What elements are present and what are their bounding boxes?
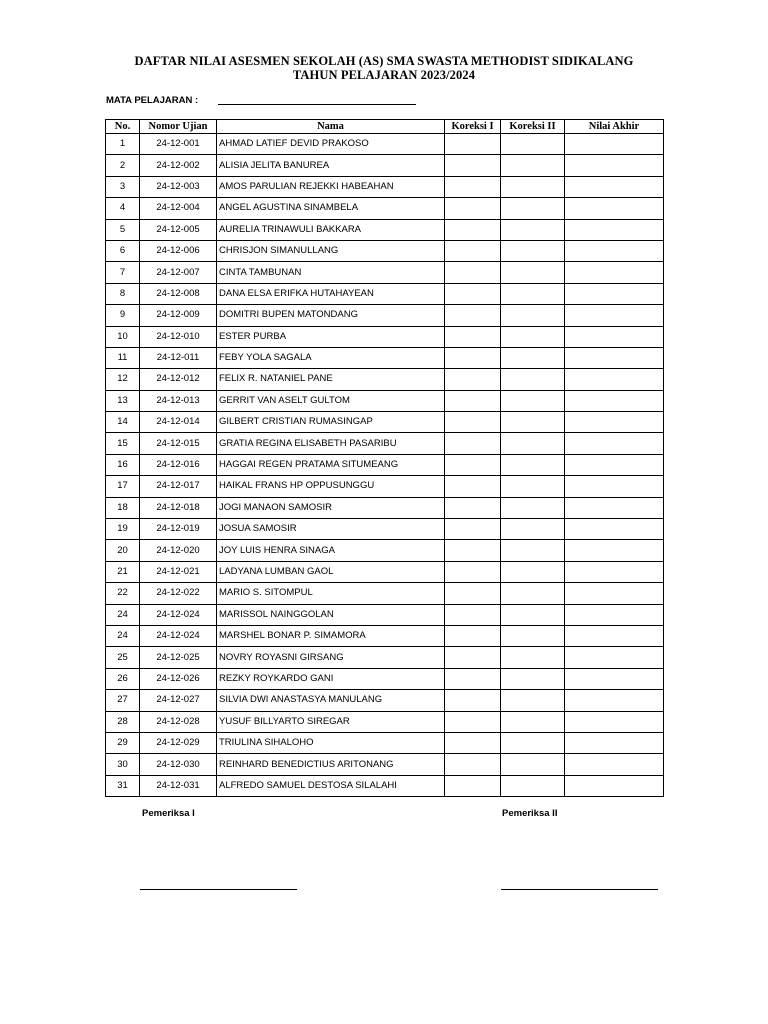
correction-2-cell: [501, 711, 565, 732]
exam-number: 24-12-018: [140, 497, 217, 518]
exam-number: 24-12-003: [140, 176, 217, 197]
subject-fill-line: [218, 104, 416, 105]
correction-2-cell: [501, 412, 565, 433]
student-name: YUSUF BILLYARTO SIREGAR: [217, 711, 445, 732]
exam-number: 24-12-008: [140, 283, 217, 304]
table-row: [106, 625, 664, 646]
row-number: 4: [106, 198, 140, 219]
student-name: FELIX R. NATANIEL PANE: [217, 369, 445, 390]
table-row: [106, 219, 664, 240]
header-name: Nama: [217, 120, 445, 134]
exam-number: 24-12-006: [140, 240, 217, 261]
table-row: [106, 369, 664, 390]
correction-1-cell: [445, 198, 501, 219]
correction-1-cell: [445, 262, 501, 283]
row-number: 25: [106, 647, 140, 668]
correction-1-cell: [445, 433, 501, 454]
header-no: No.: [106, 120, 140, 134]
row-number: 31: [106, 775, 140, 796]
table-row: [106, 390, 664, 411]
correction-1-cell: [445, 540, 501, 561]
table-row: [106, 412, 664, 433]
correction-2-cell: [501, 134, 565, 155]
row-number: 16: [106, 454, 140, 475]
row-number: 24: [106, 625, 140, 646]
exam-number: 24-12-020: [140, 540, 217, 561]
final-grade-cell: [565, 155, 664, 176]
table-row: [106, 690, 664, 711]
correction-2-cell: [501, 540, 565, 561]
exam-number: 24-12-024: [140, 604, 217, 625]
row-number: 13: [106, 390, 140, 411]
table-row: [106, 754, 664, 775]
correction-2-cell: [501, 454, 565, 475]
final-grade-cell: [565, 711, 664, 732]
header-exam-number: Nomor Ujian: [140, 120, 217, 134]
table-row: [106, 176, 664, 197]
table-row: [106, 668, 664, 689]
student-name: DOMITRI BUPEN MATONDANG: [217, 305, 445, 326]
student-name: GERRIT VAN ASELT GULTOM: [217, 390, 445, 411]
subject-label: MATA PELAJARAN :: [106, 95, 199, 106]
table-header-row: [106, 120, 664, 134]
correction-1-cell: [445, 583, 501, 604]
examiner-1-signature-line: [140, 889, 297, 890]
grades-table: [105, 119, 664, 797]
exam-number: 24-12-025: [140, 647, 217, 668]
exam-number: 24-12-019: [140, 519, 217, 540]
correction-2-cell: [501, 390, 565, 411]
final-grade-cell: [565, 283, 664, 304]
exam-number: 24-12-030: [140, 754, 217, 775]
row-number: 3: [106, 176, 140, 197]
student-name: FEBY YOLA SAGALA: [217, 347, 445, 368]
table-row: [106, 326, 664, 347]
correction-2-cell: [501, 433, 565, 454]
student-name: AHMAD LATIEF DEVID PRAKOSO: [217, 134, 445, 155]
exam-number: 24-12-022: [140, 583, 217, 604]
correction-1-cell: [445, 732, 501, 753]
row-number: 1: [106, 134, 140, 155]
table-row: [106, 454, 664, 475]
table-row: [106, 476, 664, 497]
final-grade-cell: [565, 433, 664, 454]
exam-number: 24-12-017: [140, 476, 217, 497]
correction-1-cell: [445, 176, 501, 197]
exam-number: 24-12-009: [140, 305, 217, 326]
student-name: TRIULINA SIHALOHO: [217, 732, 445, 753]
final-grade-cell: [565, 561, 664, 582]
student-name: MARIO S. SITOMPUL: [217, 583, 445, 604]
correction-2-cell: [501, 369, 565, 390]
student-name: DANA ELSA ERIFKA HUTAHAYEAN: [217, 283, 445, 304]
student-name: GILBERT CRISTIAN RUMASINGAP: [217, 412, 445, 433]
row-number: 29: [106, 732, 140, 753]
final-grade-cell: [565, 134, 664, 155]
final-grade-cell: [565, 583, 664, 604]
final-grade-cell: [565, 390, 664, 411]
student-name: JOGI MANAON SAMOSIR: [217, 497, 445, 518]
correction-1-cell: [445, 454, 501, 475]
exam-number: 24-12-007: [140, 262, 217, 283]
row-number: 28: [106, 711, 140, 732]
table-row: [106, 155, 664, 176]
examiner-2-signature-line: [501, 889, 658, 890]
final-grade-cell: [565, 198, 664, 219]
correction-1-cell: [445, 519, 501, 540]
final-grade-cell: [565, 604, 664, 625]
final-grade-cell: [565, 732, 664, 753]
correction-2-cell: [501, 305, 565, 326]
exam-number: 24-12-010: [140, 326, 217, 347]
document-title: DAFTAR NILAI ASESMEN SEKOLAH (AS) SMA SWASTA METHODIST SIDIKALANG: [134, 54, 634, 68]
table-row: [106, 305, 664, 326]
correction-2-cell: [501, 775, 565, 796]
table-row: [106, 540, 664, 561]
exam-number: 24-12-026: [140, 668, 217, 689]
table-row: [106, 198, 664, 219]
final-grade-cell: [565, 540, 664, 561]
student-name: CINTA TAMBUNAN: [217, 262, 445, 283]
row-number: 6: [106, 240, 140, 261]
row-number: 20: [106, 540, 140, 561]
correction-1-cell: [445, 690, 501, 711]
exam-number: 24-12-016: [140, 454, 217, 475]
correction-1-cell: [445, 219, 501, 240]
row-number: 7: [106, 262, 140, 283]
row-number: 11: [106, 347, 140, 368]
exam-number: 24-12-001: [140, 134, 217, 155]
student-name: ESTER PURBA: [217, 326, 445, 347]
correction-1-cell: [445, 134, 501, 155]
examiner-1-label: Pemeriksa I: [142, 808, 195, 819]
table-row: [106, 775, 664, 796]
student-name: SILVIA DWI ANASTASYA MANULANG: [217, 690, 445, 711]
table-row: [106, 240, 664, 261]
student-name: JOSUA SAMOSIR: [217, 519, 445, 540]
row-number: 17: [106, 476, 140, 497]
exam-number: 24-12-015: [140, 433, 217, 454]
correction-1-cell: [445, 497, 501, 518]
correction-1-cell: [445, 668, 501, 689]
correction-2-cell: [501, 625, 565, 646]
table-row: [106, 604, 664, 625]
row-number: 2: [106, 155, 140, 176]
correction-2-cell: [501, 476, 565, 497]
row-number: 12: [106, 369, 140, 390]
correction-1-cell: [445, 369, 501, 390]
correction-1-cell: [445, 604, 501, 625]
correction-1-cell: [445, 647, 501, 668]
table-row: [106, 283, 664, 304]
correction-2-cell: [501, 604, 565, 625]
correction-1-cell: [445, 326, 501, 347]
correction-1-cell: [445, 347, 501, 368]
document-subtitle: TAHUN PELAJARAN 2023/2024: [292, 68, 476, 82]
row-number: 9: [106, 305, 140, 326]
header-correction-1: Koreksi I: [445, 120, 501, 134]
student-name: AURELIA TRINAWULI BAKKARA: [217, 219, 445, 240]
row-number: 24: [106, 604, 140, 625]
table-row: [106, 347, 664, 368]
correction-1-cell: [445, 240, 501, 261]
exam-number: 24-12-005: [140, 219, 217, 240]
correction-1-cell: [445, 775, 501, 796]
correction-2-cell: [501, 754, 565, 775]
student-name: JOY LUIS HENRA SINAGA: [217, 540, 445, 561]
final-grade-cell: [565, 262, 664, 283]
final-grade-cell: [565, 668, 664, 689]
header-correction-2: Koreksi II: [501, 120, 565, 134]
exam-number: 24-12-028: [140, 711, 217, 732]
exam-number: 24-12-004: [140, 198, 217, 219]
final-grade-cell: [565, 369, 664, 390]
student-name: REZKY ROYKARDO GANI: [217, 668, 445, 689]
exam-number: 24-12-027: [140, 690, 217, 711]
student-name: ALFREDO SAMUEL DESTOSA SILALAHI: [217, 775, 445, 796]
exam-number: 24-12-013: [140, 390, 217, 411]
student-name: HAIKAL FRANS HP OPPUSUNGGU: [217, 476, 445, 497]
final-grade-cell: [565, 347, 664, 368]
student-name: MARISSOL NAINGGOLAN: [217, 604, 445, 625]
correction-2-cell: [501, 732, 565, 753]
correction-2-cell: [501, 561, 565, 582]
correction-2-cell: [501, 176, 565, 197]
final-grade-cell: [565, 775, 664, 796]
correction-2-cell: [501, 198, 565, 219]
correction-2-cell: [501, 326, 565, 347]
student-name: GRATIA REGINA ELISABETH PASARIBU: [217, 433, 445, 454]
correction-1-cell: [445, 305, 501, 326]
final-grade-cell: [565, 625, 664, 646]
correction-1-cell: [445, 711, 501, 732]
correction-2-cell: [501, 668, 565, 689]
final-grade-cell: [565, 412, 664, 433]
final-grade-cell: [565, 454, 664, 475]
table-row: [106, 647, 664, 668]
table-row: [106, 583, 664, 604]
row-number: 18: [106, 497, 140, 518]
correction-1-cell: [445, 561, 501, 582]
header-final-grade: Nilai Akhir: [565, 120, 664, 134]
correction-2-cell: [501, 347, 565, 368]
row-number: 30: [106, 754, 140, 775]
row-number: 14: [106, 412, 140, 433]
final-grade-cell: [565, 754, 664, 775]
student-name: AMOS PARULIAN REJEKKI HABEAHAN: [217, 176, 445, 197]
final-grade-cell: [565, 476, 664, 497]
correction-2-cell: [501, 497, 565, 518]
student-name: LADYANA LUMBAN GAOL: [217, 561, 445, 582]
row-number: 5: [106, 219, 140, 240]
correction-1-cell: [445, 625, 501, 646]
row-number: 19: [106, 519, 140, 540]
student-name: MARSHEL BONAR P. SIMAMORA: [217, 625, 445, 646]
exam-number: 24-12-021: [140, 561, 217, 582]
table-row: [106, 134, 664, 155]
student-name: ANGEL AGUSTINA SINAMBELA: [217, 198, 445, 219]
table-row: [106, 561, 664, 582]
exam-number: 24-12-031: [140, 775, 217, 796]
exam-number: 24-12-002: [140, 155, 217, 176]
student-name: NOVRY ROYASNI GIRSANG: [217, 647, 445, 668]
correction-1-cell: [445, 754, 501, 775]
exam-number: 24-12-011: [140, 347, 217, 368]
student-name: REINHARD BENEDICTIUS ARITONANG: [217, 754, 445, 775]
student-name: ALISIA JELITA BANUREA: [217, 155, 445, 176]
correction-2-cell: [501, 647, 565, 668]
table-row: [106, 262, 664, 283]
final-grade-cell: [565, 519, 664, 540]
student-name: CHRISJON SIMANULLANG: [217, 240, 445, 261]
correction-1-cell: [445, 412, 501, 433]
final-grade-cell: [565, 219, 664, 240]
table-row: [106, 433, 664, 454]
exam-number: 24-12-029: [140, 732, 217, 753]
final-grade-cell: [565, 497, 664, 518]
final-grade-cell: [565, 240, 664, 261]
final-grade-cell: [565, 176, 664, 197]
table-row: [106, 497, 664, 518]
correction-2-cell: [501, 519, 565, 540]
final-grade-cell: [565, 326, 664, 347]
exam-number: 24-12-024: [140, 625, 217, 646]
correction-1-cell: [445, 283, 501, 304]
row-number: 26: [106, 668, 140, 689]
final-grade-cell: [565, 690, 664, 711]
correction-2-cell: [501, 262, 565, 283]
correction-2-cell: [501, 583, 565, 604]
correction-2-cell: [501, 219, 565, 240]
correction-1-cell: [445, 390, 501, 411]
correction-1-cell: [445, 476, 501, 497]
correction-2-cell: [501, 690, 565, 711]
examiner-2-label: Pemeriksa II: [502, 808, 558, 819]
row-number: 8: [106, 283, 140, 304]
student-name: HAGGAI REGEN PRATAMA SITUMEANG: [217, 454, 445, 475]
final-grade-cell: [565, 647, 664, 668]
row-number: 27: [106, 690, 140, 711]
correction-2-cell: [501, 283, 565, 304]
row-number: 21: [106, 561, 140, 582]
correction-2-cell: [501, 155, 565, 176]
correction-2-cell: [501, 240, 565, 261]
row-number: 15: [106, 433, 140, 454]
correction-1-cell: [445, 155, 501, 176]
exam-number: 24-12-012: [140, 369, 217, 390]
table-row: [106, 732, 664, 753]
row-number: 22: [106, 583, 140, 604]
table-row: [106, 711, 664, 732]
final-grade-cell: [565, 305, 664, 326]
exam-number: 24-12-014: [140, 412, 217, 433]
table-body: [106, 134, 664, 797]
table-row: [106, 519, 664, 540]
row-number: 10: [106, 326, 140, 347]
